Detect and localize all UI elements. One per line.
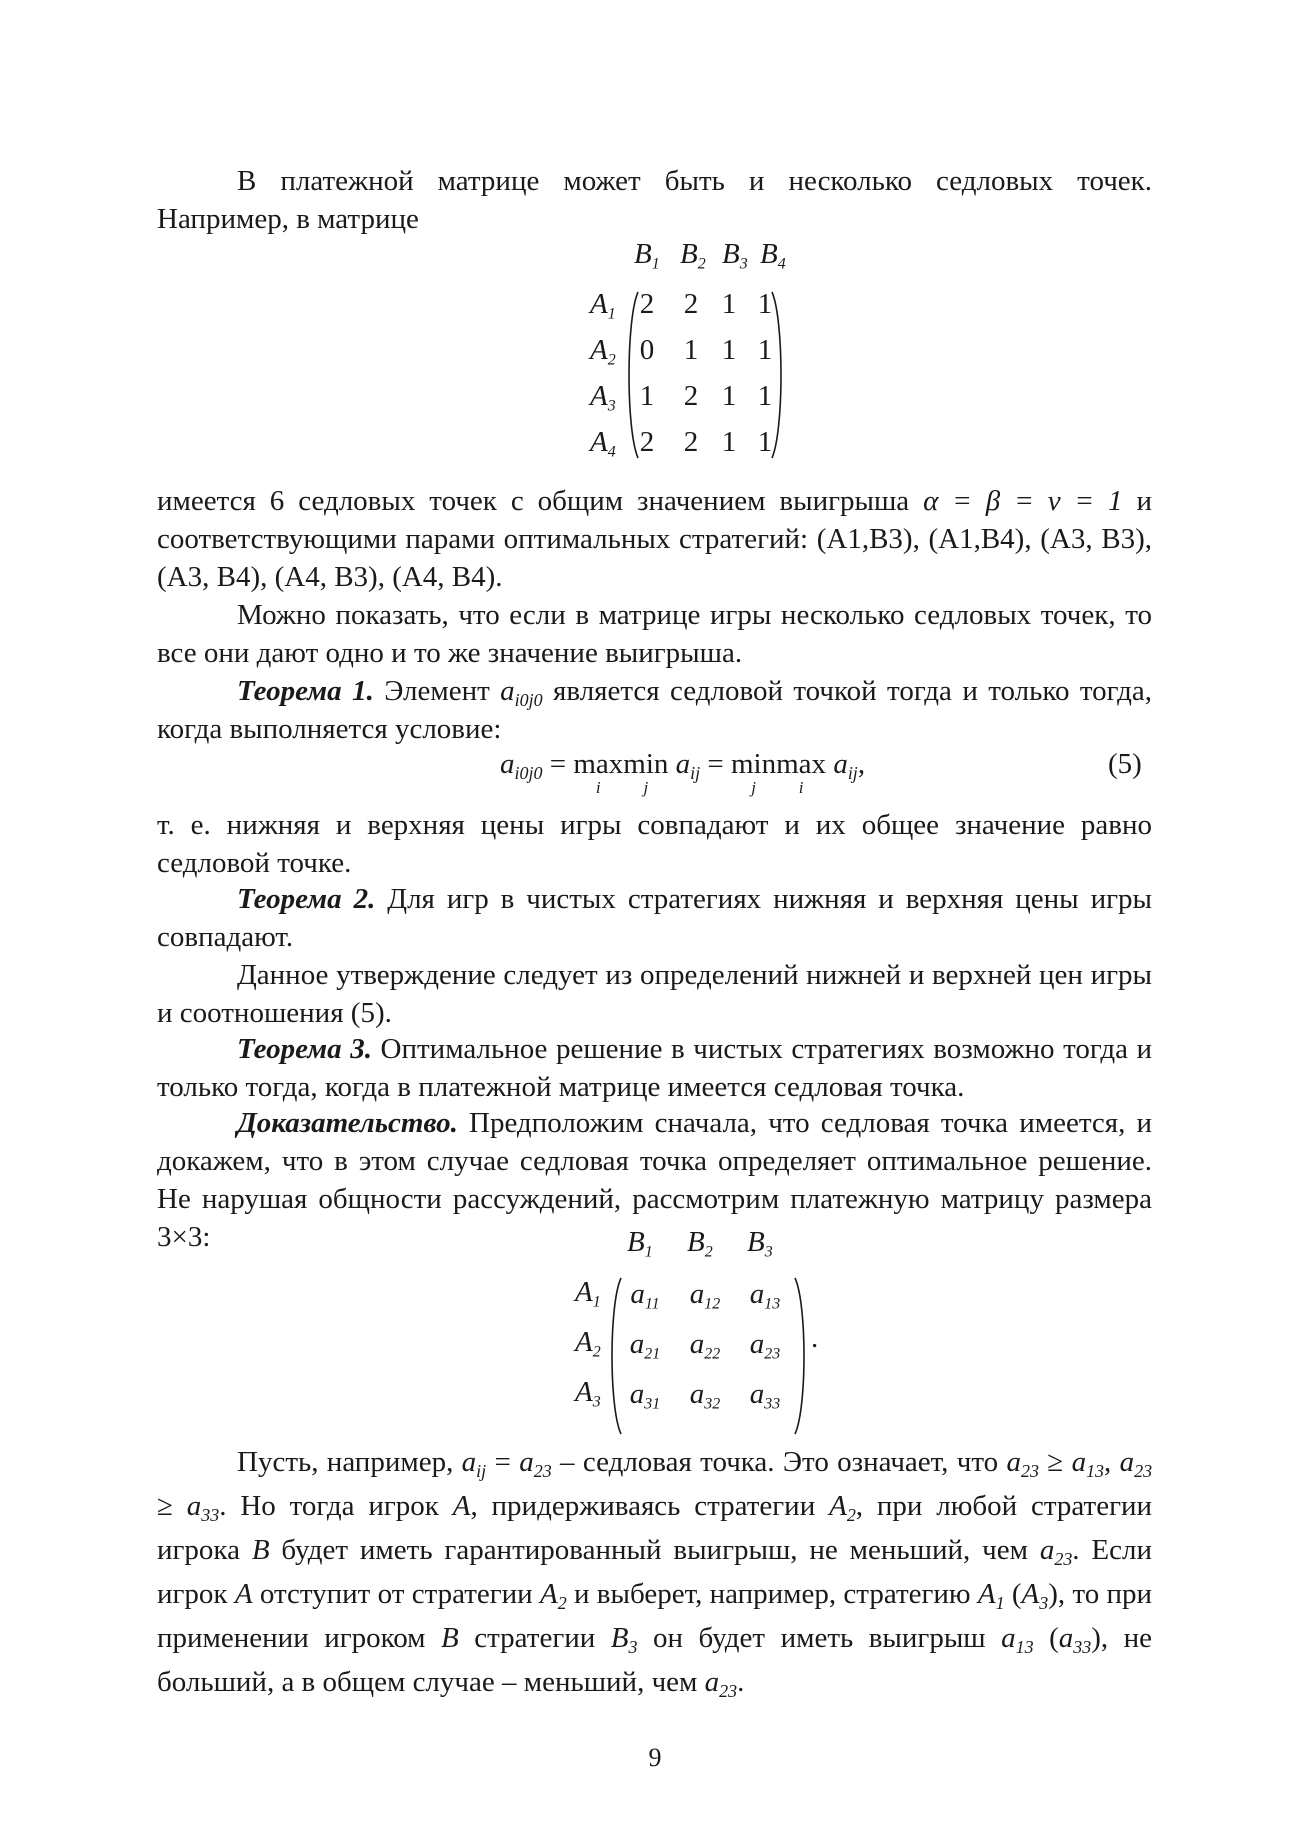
page-number: 9 xyxy=(648,1743,662,1772)
matrix-cell: 2 xyxy=(683,426,699,458)
row-label: A3 xyxy=(590,380,616,415)
col-label: B1 xyxy=(634,238,660,273)
matrix-cell: 2 xyxy=(683,380,699,412)
col-label: B2 xyxy=(687,1226,713,1261)
matrix-cell: a22 xyxy=(689,1328,721,1363)
matrix-cell: 1 xyxy=(721,380,737,412)
theorem-1-title: Теорема 1. xyxy=(237,675,374,707)
theorem-3: Теорема 3. Оптимальное решение в чистых стратегиях возможно тогда и только тогда, когда в платежной матрице имеется седловая точка. xyxy=(157,1033,1153,1103)
col-label: B3 xyxy=(722,238,748,273)
paragraph-saddle-proof: Пусть, например, $a_{ij} = a_{23}$ – седловая точка. Это означает, что $a_{23} \ge a_{13}$, $a_{23} \ge a_{33}$. Но тогда игрок A, придерживаясь стратегии $A_2$, при любой стратегии игрока B будет иметь гарантированный выигрыш, не меньший, чем $a_{23}$. Если игрок A отступит от стратегии $A_2$ и выберет, например, стратегию $A_1$ $(A_3)$, то при применении игроком B стратегии $B_3$ он будет иметь выигрыш $a_{13}$ $(a_{33})$, не больший, а в общем случае – меньший, чем $a_{23}$. xyxy=(157,1446,1153,1701)
matrix-cell: 1 xyxy=(721,288,737,320)
col-label: B2 xyxy=(680,238,706,273)
matrix-cell: a31 xyxy=(629,1378,661,1413)
theorem-3-title: Теорема 3. xyxy=(237,1033,372,1065)
proof: Доказательство. Предположим сначала, что седловая точка имеется, и докажем, что в этом случае седловая точка определяет оптимальное решение. Не нарушая общности рассуждений, рассмотрим платежную матрицу размера 3×3: xyxy=(157,1107,1152,1253)
formula-alpha-beta-nu: α = β = ν = 1 xyxy=(923,485,1123,517)
equation-5: $a_{i0j0} = \max$ i min j $a_{ij} = \min$ j max i $a_{ij}$, xyxy=(500,748,866,797)
paragraph-same-value: Можно показать, что если в матрице игры несколько седловых точек, то все они дают одно и то же значение выигрыша. xyxy=(157,599,1152,669)
matrix-period: . xyxy=(811,1322,819,1354)
matrix-cell: 1 xyxy=(757,334,773,366)
matrix-cell: a33 xyxy=(749,1378,781,1413)
matrix-cell: a21 xyxy=(629,1328,661,1363)
matrix-cell: a32 xyxy=(689,1378,721,1413)
matrix-cell: 1 xyxy=(721,334,737,366)
payoff-matrix-4x4 xyxy=(590,238,810,478)
row-label: A3 xyxy=(575,1376,601,1411)
col-label: B3 xyxy=(747,1226,773,1261)
paragraph-follows: Данное утверждение следует из определений нижней и верхней цен игры и соотношения (5). xyxy=(157,959,1152,1029)
row-label: A1 xyxy=(590,288,616,323)
paragraph-prices-coincide: т. е. нижняя и верхняя цены игры совпадают и их общее значение равно седловой точке. xyxy=(157,809,1152,879)
theorem-2: Теорема 2. Для игр в чистых стратегиях нижняя и верхняя цены игры совпадают. xyxy=(157,883,1152,953)
matrix-cell: 1 xyxy=(757,288,773,320)
equation-number: (5) xyxy=(1108,748,1142,780)
matrix-cell: 2 xyxy=(639,288,655,320)
matrix-cell: a12 xyxy=(689,1278,721,1313)
matrix-cell: 1 xyxy=(757,380,773,412)
matrix-cell: 0 xyxy=(639,334,655,366)
col-label: B1 xyxy=(627,1226,653,1261)
matrix-cell: 1 xyxy=(757,426,773,458)
row-label: A2 xyxy=(590,334,616,369)
matrix-cell: 1 xyxy=(639,380,655,412)
right-paren xyxy=(793,1276,809,1436)
matrix-cell: 1 xyxy=(683,334,699,366)
theorem-2-title: Теорема 2. xyxy=(237,883,376,915)
paragraph-intro: В платежной матрице может быть и несколько седловых точек. Например, в матрице xyxy=(157,165,1152,235)
matrix-cell: a23 xyxy=(749,1328,781,1363)
proof-title: Доказательство. xyxy=(237,1107,458,1139)
matrix-cell: 1 xyxy=(721,426,737,458)
theorem-1: Теорема 1. Элемент $a_{i0j0}$ является седловой точкой тогда и только тогда, когда выполняется условие: xyxy=(157,675,1152,745)
col-label: B4 xyxy=(760,238,786,273)
row-label: A4 xyxy=(590,426,616,461)
matrix-cell: 2 xyxy=(683,288,699,320)
row-label: A2 xyxy=(575,1326,601,1361)
payoff-matrix-3x3 xyxy=(575,1226,845,1426)
row-label: A1 xyxy=(575,1276,601,1311)
matrix-cell: 2 xyxy=(639,426,655,458)
matrix-cell: a13 xyxy=(749,1278,781,1313)
paragraph-saddle-points: имеется 6 седловых точек с общим значением выигрыша α = β = ν = 1 и соответствующими парами оптимальных стратегий: (A1,B3), (A1,B4), (A3, B3), (A3, B4), (A4, B3), (A4, B4). xyxy=(157,485,1153,593)
matrix-cell: a11 xyxy=(630,1278,660,1313)
